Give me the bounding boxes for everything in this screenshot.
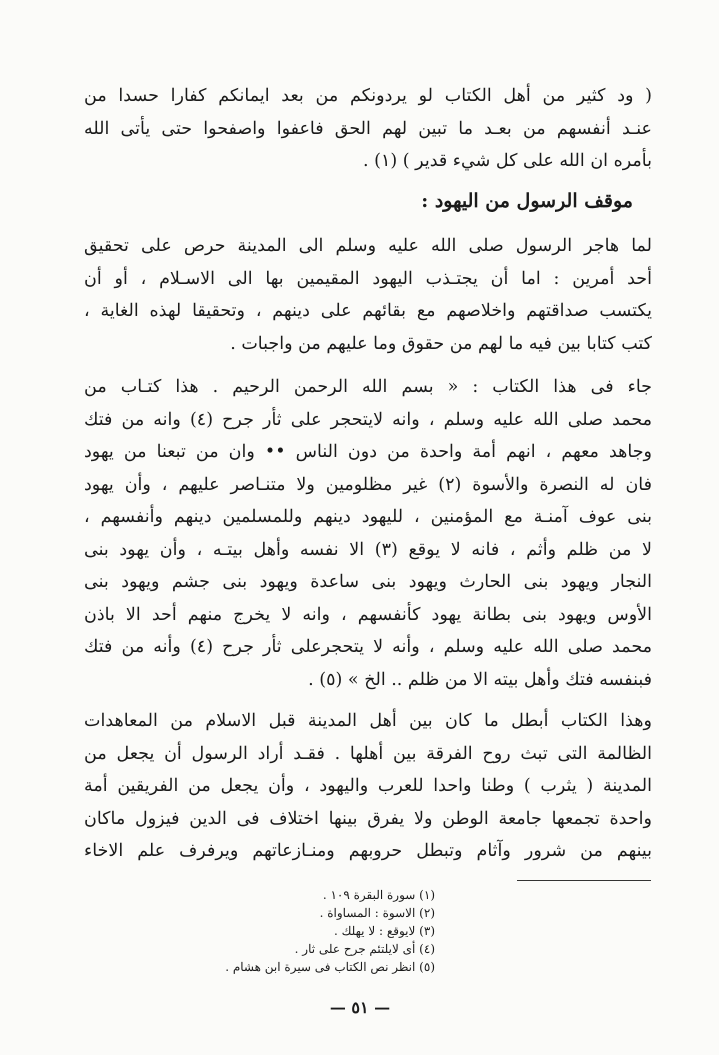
text-line: فبنفسه فتك وأهل بيته الا من ظلم .. الخ » (٥) . <box>308 669 652 690</box>
text-line: وجاهد معهم ، انهم أمة واحدة من دون الناس •• وان من تبعنا من يهود <box>84 442 652 462</box>
text-line: الظالمة التى تبث روح الفرقة بين أهلها . فقـد أراد الرسول أن يجعل من <box>84 743 652 764</box>
text-line: بنى عوف آمنـة مع المؤمنين ، لليهود دينهم وللمسلمين دينهم وأنفسهم ، <box>84 507 652 527</box>
footnote: (٥) انظر نص الكتاب فى سيرة ابن هشام . <box>225 960 435 974</box>
text-line: فان له النصرة والأسوة (٢) غير مظلومين ولا متنـاصر عليهم ، وأن يهود <box>84 474 652 495</box>
text-line: المدينة ( يثرب ) وطنا واحدا للعرب واليهود ، وأن يجعل من الفريقين أمة <box>84 776 652 796</box>
text-line: النجار ويهود بنى الحارث ويهود بنى ساعدة ويهود بنى جشم ويهود بنى <box>84 572 652 592</box>
text-line: جاء فى هذا الكتاب : « بسم الله الرحمن الرحيم . هذا كتـاب من <box>84 377 652 397</box>
text-line: محمد صلى الله عليه وسلم ، وانه لايتحجر على ثأر جرح (٤) وانه من فتك <box>84 409 652 430</box>
text-line: الأوس ويهود بنى بطانة يهود كأنفسهم ، وانه لا يخرج منهم أحد الا باذن <box>84 604 652 625</box>
text-line: بينهم من شرور وآثام وتبطل حروبهم ومنـازعاتهم ويرفرف علم الاخاء <box>84 841 652 861</box>
text-line: وهذا الكتاب أبطل ما كان بين أهل المدينة قبل الاسلام من المعاهدات <box>84 711 652 731</box>
paragraph-3 <box>84 705 652 868</box>
section-heading: موقف الرسول من اليهود : <box>421 190 633 212</box>
page-number: — ٥١ — <box>329 998 391 1017</box>
footnotes <box>225 886 435 976</box>
footnote: (١) سورة البقرة ١٠٩ . <box>322 888 435 902</box>
paragraph-2 <box>84 371 652 696</box>
text-line: لا من ظلم وأثم ، فانه لا يوقع (٣) الا نفسه وأهل بيتـه ، وأن يهود بنى <box>84 539 652 560</box>
text-line: ( ود كثير من أهل الكتاب لو يردونكم من بعد ايمانكم كفارا حسدا من <box>84 86 652 106</box>
text-line: بأمره ان الله على كل شيء قدير ) (١) . <box>363 151 652 171</box>
text-line: محمد صلى الله عليه وسلم ، وأنه لا يتحجرعلى ثأر جرح (٤) وأنه من فتك <box>84 637 652 657</box>
footnote: (٣) لايوقع : لا يهلك . <box>333 924 435 938</box>
text-line: كتب كتابا بين فيه ما لهم من حقوق وما عليهم من واجبات . <box>230 333 652 354</box>
footnote-divider <box>517 880 651 881</box>
text-line: لما هاجر الرسول صلى الله عليه وسلم الى المدينة حرص على تحقيق <box>84 236 652 256</box>
text-line: عنـد أنفسهم من بعـد ما تبين لهم الحق فاعفوا واصفحوا حتى يأتى الله <box>84 118 652 139</box>
footnote: (٤) أى لايلتئم جرح على ثار . <box>294 942 435 956</box>
paragraph-1 <box>84 230 652 360</box>
text-line: واحدة تجمعها جامعة الوطن ولا يفرق بينها اختلاف فى الدين فيزول ماكان <box>84 808 652 829</box>
text-line: أحد أمرين : اما أن يجتـذب اليهود المقيمين بها الى الاسـلام ، أو أن <box>84 268 652 289</box>
footnote: (٢) الاسوة : المساواة . <box>319 906 435 920</box>
quran-quote <box>84 80 652 178</box>
text-line: يكتسب صداقتهم واخلاصهم مع بقائهم على دينهم ، وتحقيقا لهذه الغاية ، <box>84 301 652 321</box>
